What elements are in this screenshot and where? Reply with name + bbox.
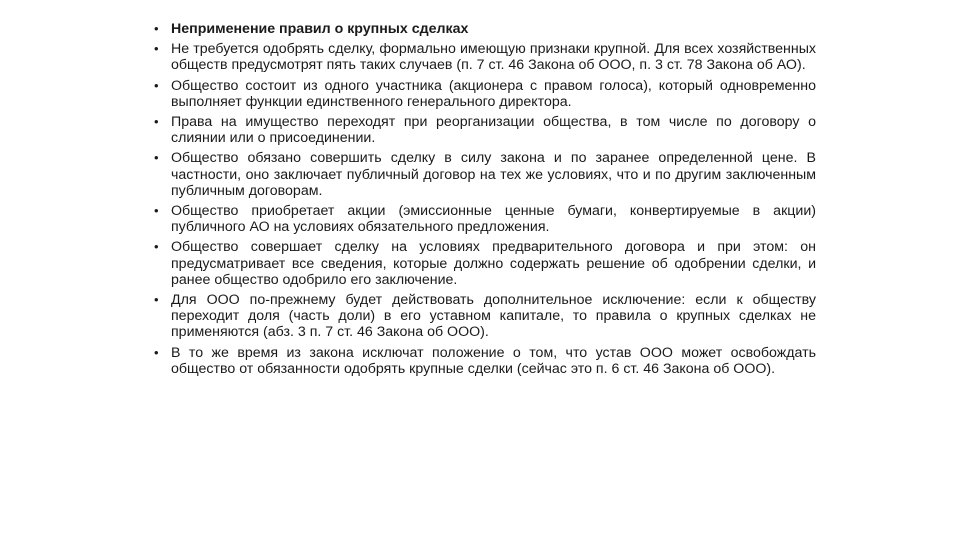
bullet-item (151, 114, 816, 146)
bullet-item (151, 345, 816, 377)
bullet-icon: • (154, 41, 159, 57)
bullet-icon: • (154, 203, 159, 219)
bullet-item-title (151, 21, 816, 37)
bullet-text: Общество приобретает акции (эмиссионные ценные бумаги, конвертируемые в акции) публичного АО на условиях обязательного предложения. (171, 203, 816, 236)
bullet-icon: • (154, 114, 159, 130)
bullet-text: Общество совершает сделку на условиях предварительного договора и при этом: он предусматривает все сведения, которые должно содержать решение об одобрении сделки, и ранее общество одобрило его заключение. (171, 239, 816, 288)
bullet-icon: • (154, 344, 159, 360)
bullet-item (151, 292, 816, 341)
bullet-text: Не требуется одобрять сделку, формально имеющую признаки крупной. Для всех хозяйственных обществ предусмотрят пять таких случаев (п. 7 ст. 46 Закона об ООО, п. 3 ст. 78 Закона об АО). (171, 41, 816, 74)
bullet-icon: • (154, 150, 159, 166)
bullet-icon: • (154, 292, 159, 308)
bullet-text: Неприменение правил о крупных сделках (171, 21, 469, 37)
bullet-item (151, 203, 816, 235)
bullet-item (151, 239, 816, 288)
bullet-item (151, 78, 816, 110)
bullet-item (151, 150, 816, 199)
bullet-text: В то же время из закона исключат положение о том, что устав ООО может освобождать общество от обязанности одобрять крупные сделки (сейчас это п. 6 ст. 46 Закона об ООО). (171, 344, 816, 377)
bullet-icon: • (154, 77, 159, 93)
bullet-icon: • (154, 239, 159, 255)
bullet-text: Общество состоит из одного участника (акционера с правом голоса), который одновременно выполняет функции единственного генерального директора. (171, 77, 816, 110)
bullet-list (151, 21, 816, 381)
bullet-text: Права на имущество переходят при реорганизации общества, в том числе по договору о слиянии или о присоединении. (171, 114, 816, 147)
bullet-item (151, 41, 816, 73)
bullet-text: Для ООО по-прежнему будет действовать дополнительное исключение: если к обществу переходит доля (часть доли) в его уставном капитале, то правила о крупных сделках не применяются (абз. 3 п. 7 ст. 46 Закона об ООО). (171, 292, 816, 341)
bullet-icon: • (154, 21, 159, 36)
bullet-text: Общество обязано совершить сделку в силу закона и по заранее определенной цене. В частности, оно заключает публичный договор на тех же условиях, что и по другим заключенным публичным договорам. (171, 150, 816, 199)
